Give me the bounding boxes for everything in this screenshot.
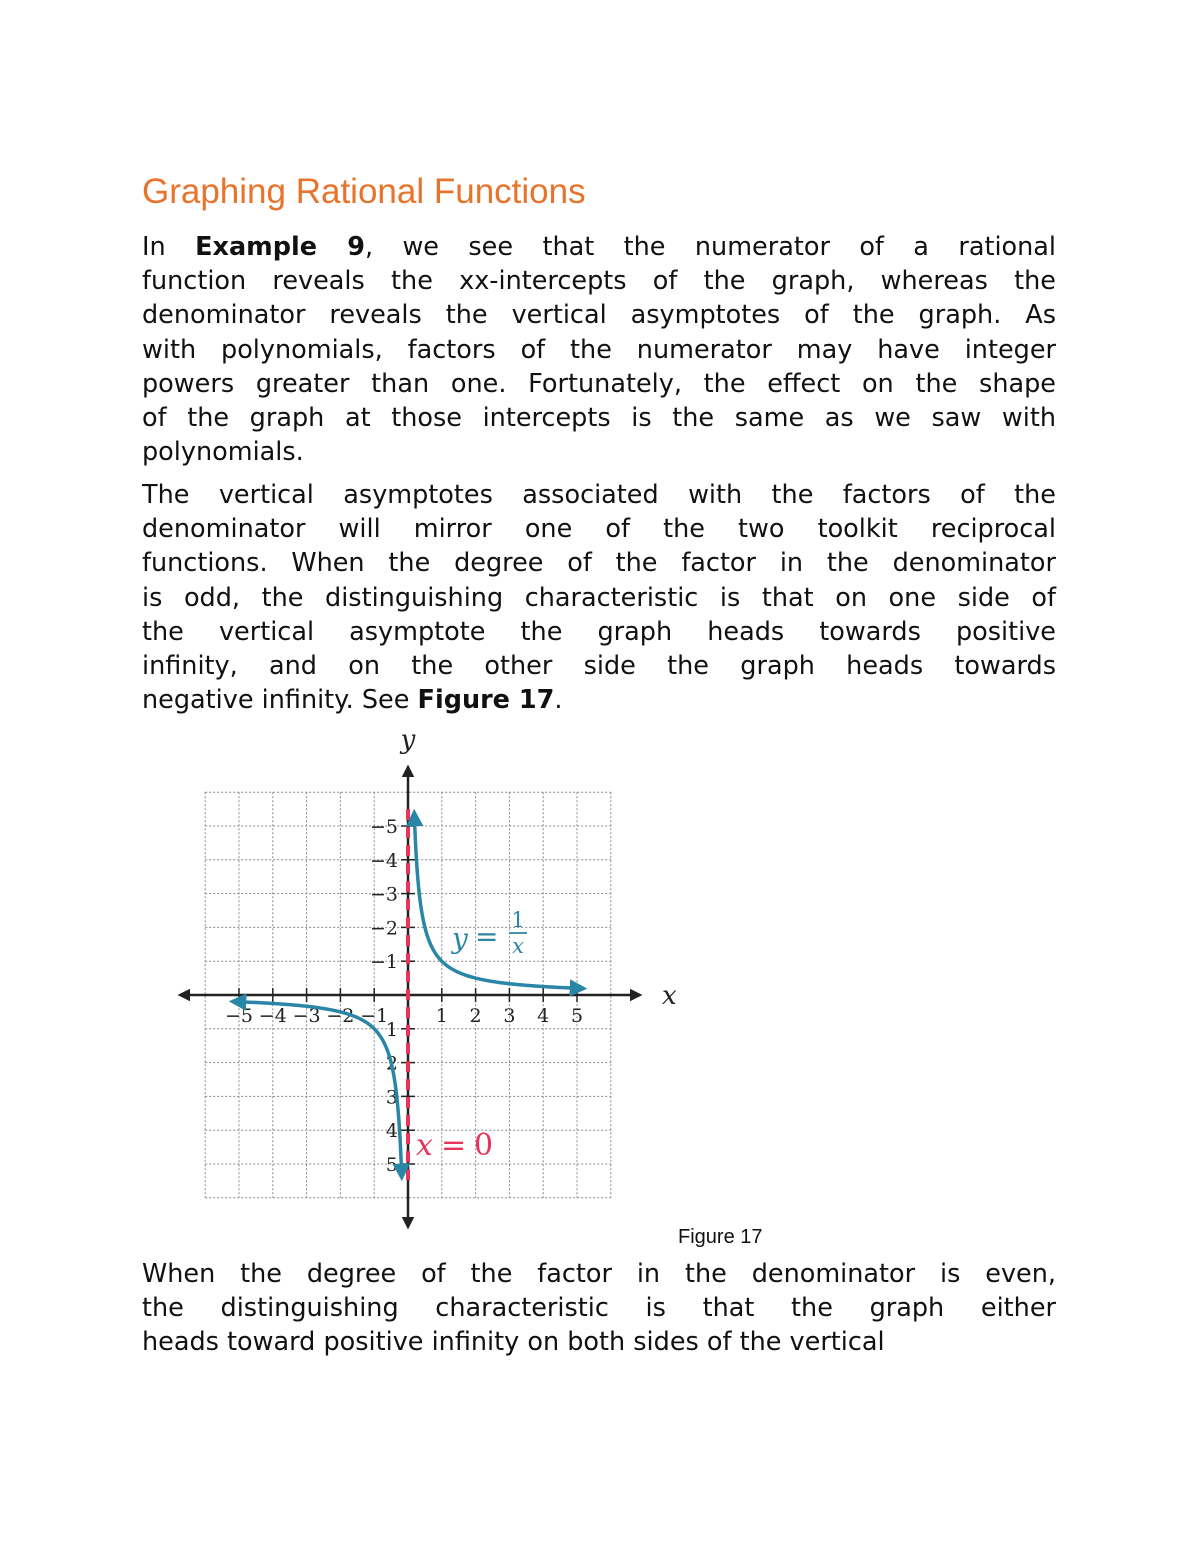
x-tick-label: −2 [326,1005,355,1027]
curve-equation-denominator: x [512,934,524,958]
figure-caption: Figure 17 [678,1226,763,1248]
bold-reference: Figure 17 [417,685,555,716]
x-tick-label: −1 [360,1005,389,1027]
x-tick-label: −4 [258,1005,287,1027]
asymptote-label-equals: = [441,1128,467,1163]
curve-equation-numerator: 1 [511,908,525,932]
x-tick-label: 5 [570,1005,584,1027]
x-tick-label: 4 [537,1005,550,1027]
paragraph-2 [142,478,1056,717]
paragraph-1 [142,230,1056,469]
figure-17 [170,722,690,1232]
bold-reference: Example 9 [195,232,365,262]
text-line: denominator will mirror one of the two toolkit reciprocal [142,514,1056,545]
y-tick-label: −4 [369,849,398,872]
text-line: is odd, the distinguishing characteristic is that on one side of [142,582,1056,613]
text-line: denominator reveals the vertical asymptotes of the graph. As [142,300,1056,331]
text-line: negative infinity. See Figure 17. [142,685,563,716]
text-line: In Example 9, we see that the numerator of a rational [142,232,1056,262]
curve-equation-equals: = [475,920,499,953]
x-axis-label: x [662,981,677,1011]
y-tick-label: 4 [385,1120,398,1143]
x-tick-label: 2 [469,1005,482,1027]
curve-branch-left [232,1002,402,1178]
y-tick-label: 1 [385,1018,398,1041]
x-tick-label: −5 [224,1005,254,1027]
y-tick-label: −3 [369,883,398,906]
x-tick-label: 3 [503,1005,516,1027]
y-tick-label: −2 [369,917,398,940]
text-line: polynomials. [142,437,304,468]
text-line: of the graph at those intercepts is the same as we saw with [142,403,1056,434]
paragraph-3 [142,1257,1056,1360]
text-line: the distinguishing characteristic is that the graph either [142,1293,1056,1324]
text-line: The vertical asymptotes associated with the factors of the [142,480,1056,510]
text-line: infinity, and on the other side the graph heads towards [142,651,1056,682]
text-line: powers greater than one. Fortunately, the effect on the shape [142,368,1056,399]
text-line: the vertical asymptote the graph heads towards positive [142,616,1056,647]
y-tick-label: 5 [385,1154,398,1176]
text-line: function reveals the xx-intercepts of the graph, whereas the [142,266,1056,297]
y-tick-label: −1 [369,951,398,974]
section-heading: Graphing Rational Functions [142,172,586,211]
curve-branch-right [414,812,584,988]
text-line: heads toward positive infinity on both sides of the vertical [142,1327,885,1358]
asymptote-label-lhs: x [416,1128,433,1163]
text-line: with polynomials, factors of the numerator may have integer [142,334,1056,365]
x-tick-label: −3 [292,1005,321,1027]
y-tick-label: −5 [369,816,398,838]
text-line: When the degree of the factor in the denominator is even, [142,1259,1056,1289]
y-axis-label: y [400,725,416,755]
rational-function-graph [170,722,690,1232]
y-tick-label: 2 [385,1052,398,1075]
y-tick-label: 3 [385,1086,398,1109]
asymptote-label-rhs: 0 [474,1128,494,1163]
curve-equation-lhs: y [452,922,468,955]
text-line: functions. When the degree of the factor in the denominator [142,548,1056,579]
x-tick-label: 1 [435,1005,448,1027]
